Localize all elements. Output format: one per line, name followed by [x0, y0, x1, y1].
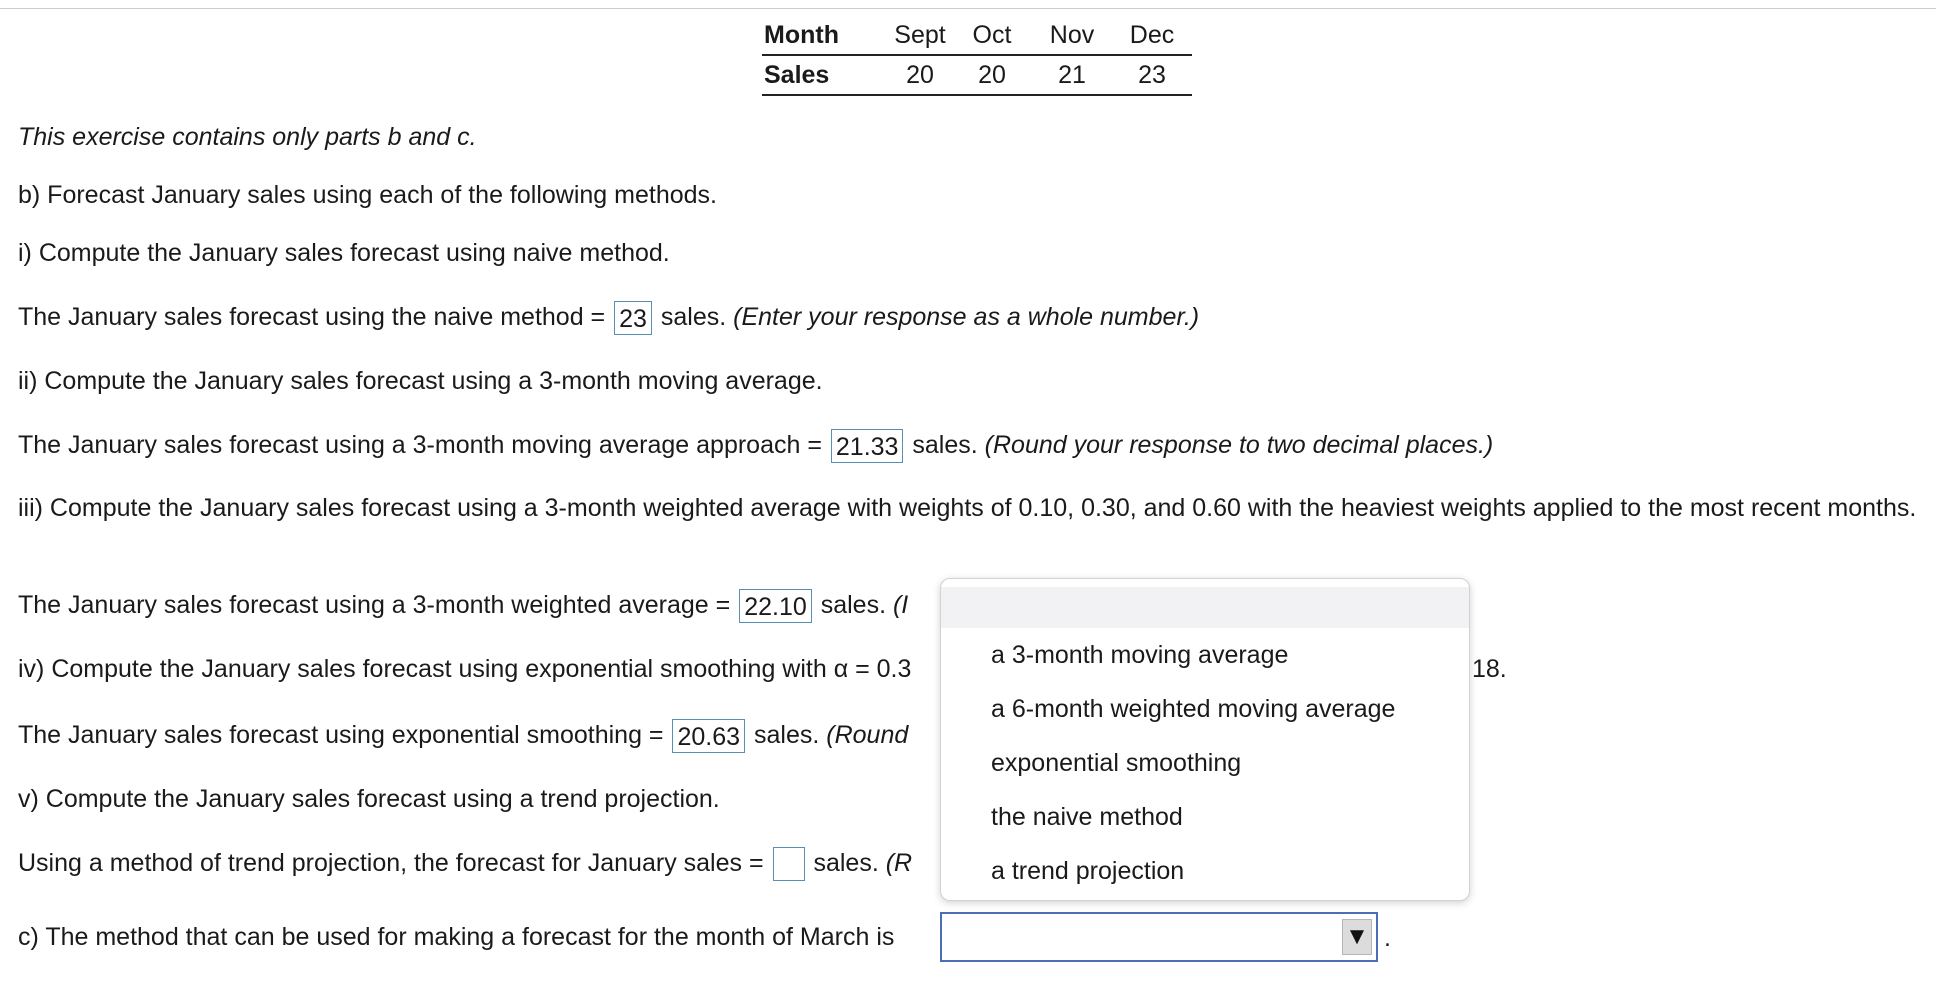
q5-answer-field[interactable]	[773, 847, 805, 881]
table-row	[762, 55, 1192, 95]
table-cell: 21	[1032, 55, 1112, 95]
dropdown-option[interactable]: a 3-month moving average	[991, 641, 1289, 669]
q2-answer-field[interactable]: 21.33	[831, 429, 904, 463]
table-header-cell: Month	[762, 16, 888, 55]
q4-prompt: iv) Compute the January sales forecast using exponential smoothing with α = 0.3	[18, 655, 912, 683]
q5-unit: sales.	[813, 849, 879, 877]
q4-lead: The January sales forecast using exponential smoothing =	[18, 721, 664, 749]
dropdown-option[interactable]: a trend projection	[991, 857, 1185, 885]
top-divider	[0, 8, 1936, 9]
q3-answer-field[interactable]: 22.10	[739, 589, 812, 623]
q2-answer-line	[18, 428, 1493, 463]
table-header-cell: Dec	[1112, 16, 1192, 55]
q2-unit: sales.	[912, 431, 978, 459]
sales-table	[762, 16, 1192, 96]
q3-note: (I	[892, 591, 909, 619]
table-cell: 20	[952, 55, 1032, 95]
dropdown-empty-option[interactable]	[941, 587, 1469, 628]
table-header-cell: Sept	[888, 16, 952, 55]
dropdown-option[interactable]: a 6-month weighted moving average	[991, 695, 1396, 723]
q1-lead: The January sales forecast using the naive method =	[18, 303, 606, 331]
dropdown-option[interactable]: exponential smoothing	[991, 749, 1242, 777]
q3-prompt: iii) Compute the January sales forecast using a 3-month weighted average with weights of 0.10, 0.30, and 0.60 with the heaviest weights applied to the most recent months.	[18, 494, 1917, 522]
q3-lead: The January sales forecast using a 3-month weighted average =	[18, 591, 731, 619]
q2-lead: The January sales forecast using a 3-month moving average approach =	[18, 431, 822, 459]
table-cell: Sales	[762, 55, 888, 95]
q4-note: (Round	[826, 721, 909, 749]
q5-answer-line	[18, 846, 912, 881]
dropdown-arrow-icon[interactable]: ▼	[1342, 919, 1372, 955]
q4-answer-line	[18, 718, 908, 753]
q5-note: (R	[885, 849, 913, 877]
q1-note: (Enter your response as a whole number.)	[733, 303, 1200, 331]
method-select[interactable]	[940, 912, 1378, 962]
q3-answer-line	[18, 588, 908, 623]
part-c-prompt: c) The method that can be used for making a forecast for the month of March is	[18, 923, 895, 951]
q3-unit: sales.	[820, 591, 887, 619]
q5-prompt: v) Compute the January sales forecast using a trend projection.	[18, 785, 720, 813]
intro-text: This exercise contains only parts b and c.	[18, 123, 477, 151]
dropdown-option[interactable]: the naive method	[991, 803, 1183, 831]
table-cell: 23	[1112, 55, 1192, 95]
q4-prompt-tail: 18.	[1472, 655, 1507, 683]
table-header-row	[762, 16, 1192, 55]
q1-answer-field[interactable]: 23	[614, 301, 652, 335]
method-dropdown-menu	[940, 578, 1470, 901]
q5-lead: Using a method of trend projection, the forecast for January sales =	[18, 849, 764, 877]
part-c-period: .	[1384, 924, 1391, 952]
q1-unit: sales.	[660, 303, 727, 331]
table-header-cell: Nov	[1032, 16, 1112, 55]
part-b-heading: b) Forecast January sales using each of the following methods.	[18, 181, 717, 209]
q4-unit: sales.	[754, 721, 820, 749]
table-cell: 20	[888, 55, 952, 95]
table-header-cell: Oct	[952, 16, 1032, 55]
q2-prompt: ii) Compute the January sales forecast using a 3-month moving average.	[18, 367, 823, 395]
q2-note: (Round your response to two decimal places.)	[984, 431, 1494, 459]
q1-prompt: i) Compute the January sales forecast using naive method.	[18, 239, 670, 267]
q4-answer-field[interactable]: 20.63	[672, 719, 745, 753]
q1-answer-line	[18, 300, 1199, 335]
